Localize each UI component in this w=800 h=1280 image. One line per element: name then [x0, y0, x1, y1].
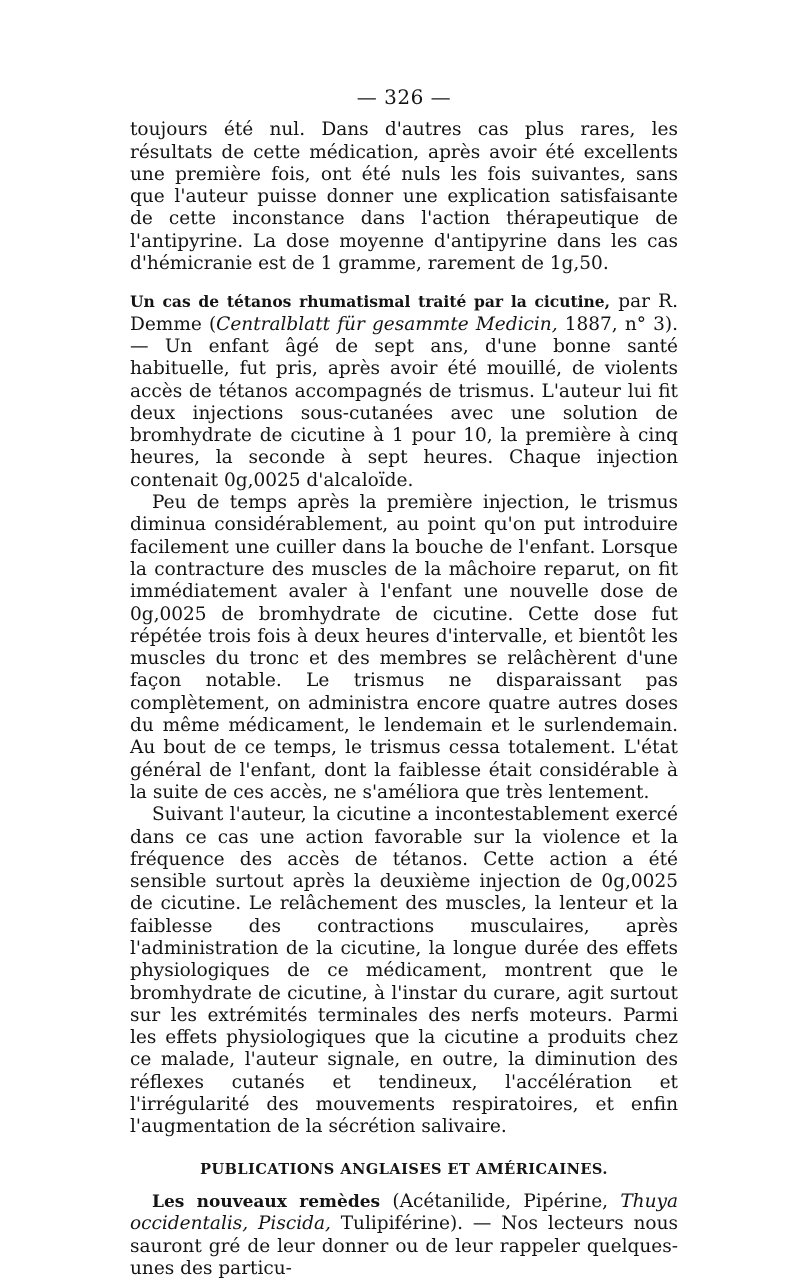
article-text: (Acétanilide, Pipérine, [380, 1190, 621, 1212]
article-italic: Thuya occidentalis, [130, 1190, 678, 1235]
article-body: 1887, n° 3).— Un enfant âgé de sept ans, d'une bonne santé habituelle, fut pris, après avoir été mouillé, de violents accès de tétanos accompagnés de trismus. L'auteur lui fit deux injections sous-cutanées avec une solution de bromhydrate de cicutine à 1 pour 10, la première à cinq heures, la seconde à sept heures. Chaque injection contenait 0g,0025 d'alcaloïde. [130, 313, 678, 491]
article-italic: Piscida, [257, 1213, 331, 1235]
book-page [130, 86, 678, 1280]
page-number: — 326 — [356, 85, 452, 109]
article-tetanos [130, 291, 678, 492]
paragraph-antipyrine-conclusion: toujours été nul. Dans d'autres cas plus rares, les résultats de cette médication, après avoir été excellents une première fois, ont été nuls les fois suivantes, sans que l'auteur puisse donner une explication satisfaisante de cette inconstance dans l'action thérapeutique de l'antipyrine. La dose moyenne d'antipyrine dans les cas d'hémicranie est de 1 gramme, rarement de 1g,50. [130, 119, 678, 275]
article-text: Tulipiférine). — Nos lecteurs nous sauront gré de leur donner ou de leur rappeler quelques-unes des particu- [130, 1213, 678, 1279]
spacer [130, 275, 678, 291]
article-source: Centralblatt für gesammte Medicin, [216, 313, 558, 335]
article-nouveaux-remedes [130, 1191, 678, 1280]
section-heading: PUBLICATIONS ANGLAISES ET AMÉRICAINES. [200, 1160, 608, 1178]
article-text [248, 1213, 258, 1234]
paragraph-conclusion: Suivant l'auteur, la cicutine a incontestablement exercé dans ce cas une action favorable sur la violence et la fréquence des accès de tétanos. Cette action a été sensible surtout après la deuxième injection de 0g,0025 de cicutine. Le relâchement des muscles, la lenteur et la faiblesse des contractions musculaires, après l'administration de la cicutine, la longue durée des effets physiologiques de ce médicament, montrent que le bromhydrate de cicutine, à l'instar du curare, agit surtout sur les extrémités terminales des nerfs moteurs. Parmi les effets physiologiques que la cicutine a produits chez ce malade, l'auteur signale, en outre, la diminution des réflexes cutanés et tendineux, l'accélération et l'irrégularité des mouvements respiratoires, et enfin l'augmentation de la sécrétion salivaire. [130, 804, 678, 1138]
article-title: Les nouveaux remèdes [152, 1191, 381, 1212]
paragraph-treatment: Peu de temps après la première injection, le trismus diminua considérablement, au point qu'on put introduire facilement une cuiller dans la bouche de l'enfant. Lorsque la contracture des muscles de la mâchoire reparut, on fit immédiatement avaler à l'enfant une nouvelle dose de 0g,0025 de bromhydrate de cicutine. Cette dose fut répétée trois fois à deux heures d'intervalle, et bientôt les muscles du tronc et des membres se relâchèrent d'une façon notable. Le trismus ne disparaissant pas complètement, on administra encore quatre autres doses du même médicament, le lendemain et le surlendemain. Au bout de ce temps, le trismus cessa totalement. L'état général de l'enfant, dont la faiblesse était considérable à la suite de ces accès, ne s'améliora que très lentement. [130, 492, 678, 803]
article-title: Un cas de tétanos rhumatismal traité par la cicutine, [130, 292, 611, 312]
article-author: par R. Demme ( [130, 291, 678, 335]
